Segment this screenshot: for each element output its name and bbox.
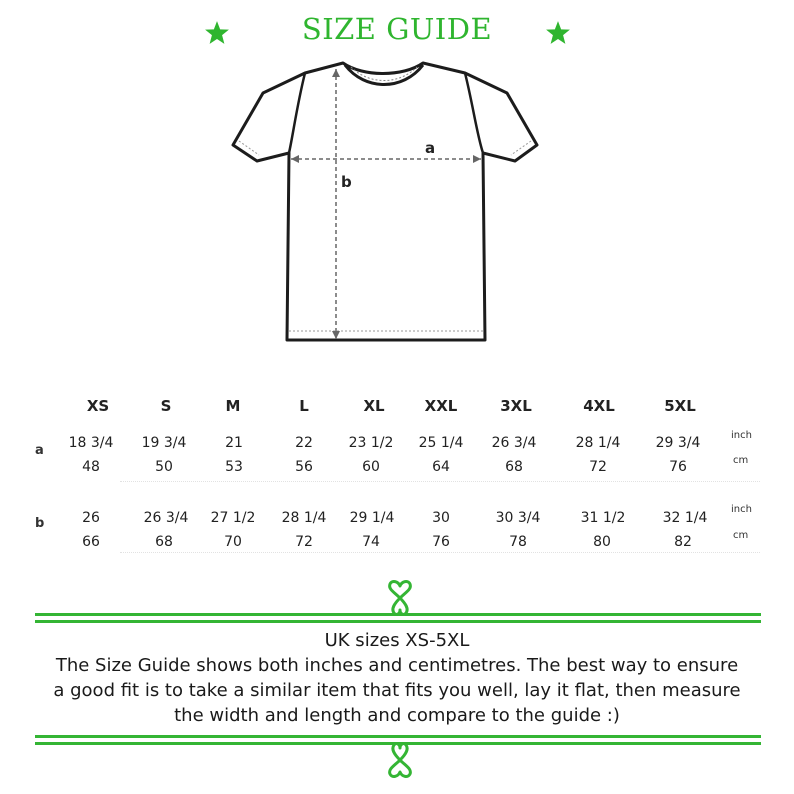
table-cell: 53 bbox=[225, 459, 243, 475]
table-cell: 27 1/2 bbox=[210, 510, 256, 526]
table-cell: 60 bbox=[362, 459, 380, 475]
table-cell: 72 bbox=[589, 459, 607, 475]
table-cell: 18 3/4 bbox=[68, 435, 114, 451]
table-cell: 26 bbox=[82, 510, 100, 526]
notes-line: The Size Guide shows both inches and centimetres. The best way to ensure bbox=[55, 655, 739, 676]
table-cell: 26 3/4 bbox=[491, 435, 537, 451]
unit-label-inch: inch bbox=[731, 430, 752, 441]
table-cell: 48 bbox=[82, 459, 100, 475]
table-cell: 29 1/4 bbox=[349, 510, 395, 526]
table-cell: 68 bbox=[505, 459, 523, 475]
size-header: 4XL bbox=[583, 397, 615, 415]
table-cell: 76 bbox=[432, 534, 450, 550]
table-cell: 82 bbox=[674, 534, 692, 550]
table-cell: 30 bbox=[432, 510, 450, 526]
unit-label-inch: inch bbox=[731, 504, 752, 515]
size-notes bbox=[20, 628, 774, 728]
unit-label-cm: cm bbox=[733, 530, 749, 541]
divider-line bbox=[35, 613, 761, 616]
size-header: 3XL bbox=[500, 397, 532, 415]
table-cell: 29 3/4 bbox=[655, 435, 701, 451]
size-header: M bbox=[225, 397, 241, 415]
notes-line: the width and length and compare to the guide :) bbox=[174, 705, 620, 726]
size-header: S bbox=[160, 397, 172, 415]
size-header: XS bbox=[86, 397, 110, 415]
table-cell: 21 bbox=[225, 435, 243, 451]
table-cell: 70 bbox=[224, 534, 242, 550]
divider-line bbox=[35, 620, 761, 623]
notes-line: UK sizes XS-5XL bbox=[324, 630, 470, 651]
table-cell: 80 bbox=[593, 534, 611, 550]
table-cell: 30 3/4 bbox=[495, 510, 541, 526]
row-label-a: a bbox=[35, 443, 44, 458]
notes-line: a good fit is to take a similar item that fits you well, lay it flat, then measure bbox=[53, 680, 741, 701]
table-cell: 68 bbox=[155, 534, 173, 550]
heart-knot-icon bbox=[385, 578, 415, 618]
table-cell: 28 1/4 bbox=[281, 510, 327, 526]
table-cell: 76 bbox=[669, 459, 687, 475]
size-header: L bbox=[299, 397, 309, 415]
row-label-b: b bbox=[35, 516, 45, 531]
divider-line bbox=[35, 735, 761, 738]
table-cell: 28 1/4 bbox=[575, 435, 621, 451]
table-cell: 22 bbox=[295, 435, 313, 451]
table-cell: 32 1/4 bbox=[662, 510, 708, 526]
table-cell: 23 1/2 bbox=[348, 435, 394, 451]
unit-label-cm: cm bbox=[733, 455, 749, 466]
table-cell: 56 bbox=[295, 459, 313, 475]
width-measure-label: a bbox=[425, 139, 436, 157]
row-divider bbox=[120, 552, 760, 553]
table-cell: 31 1/2 bbox=[580, 510, 626, 526]
size-header: XXL bbox=[424, 397, 458, 415]
table-cell: 19 3/4 bbox=[141, 435, 187, 451]
page-title: SIZE GUIDE bbox=[301, 12, 493, 46]
heart-knot-icon bbox=[385, 740, 415, 780]
length-measure-label: b bbox=[341, 173, 352, 191]
table-cell: 78 bbox=[509, 534, 527, 550]
table-cell: 72 bbox=[295, 534, 313, 550]
table-cell: 74 bbox=[362, 534, 380, 550]
table-cell: 25 1/4 bbox=[418, 435, 464, 451]
table-cell: 64 bbox=[432, 459, 450, 475]
table-cell: 50 bbox=[155, 459, 173, 475]
size-header: 5XL bbox=[664, 397, 696, 415]
table-cell: 66 bbox=[82, 534, 100, 550]
size-header: XL bbox=[363, 397, 385, 415]
row-divider bbox=[120, 481, 760, 482]
table-cell: 26 3/4 bbox=[143, 510, 189, 526]
